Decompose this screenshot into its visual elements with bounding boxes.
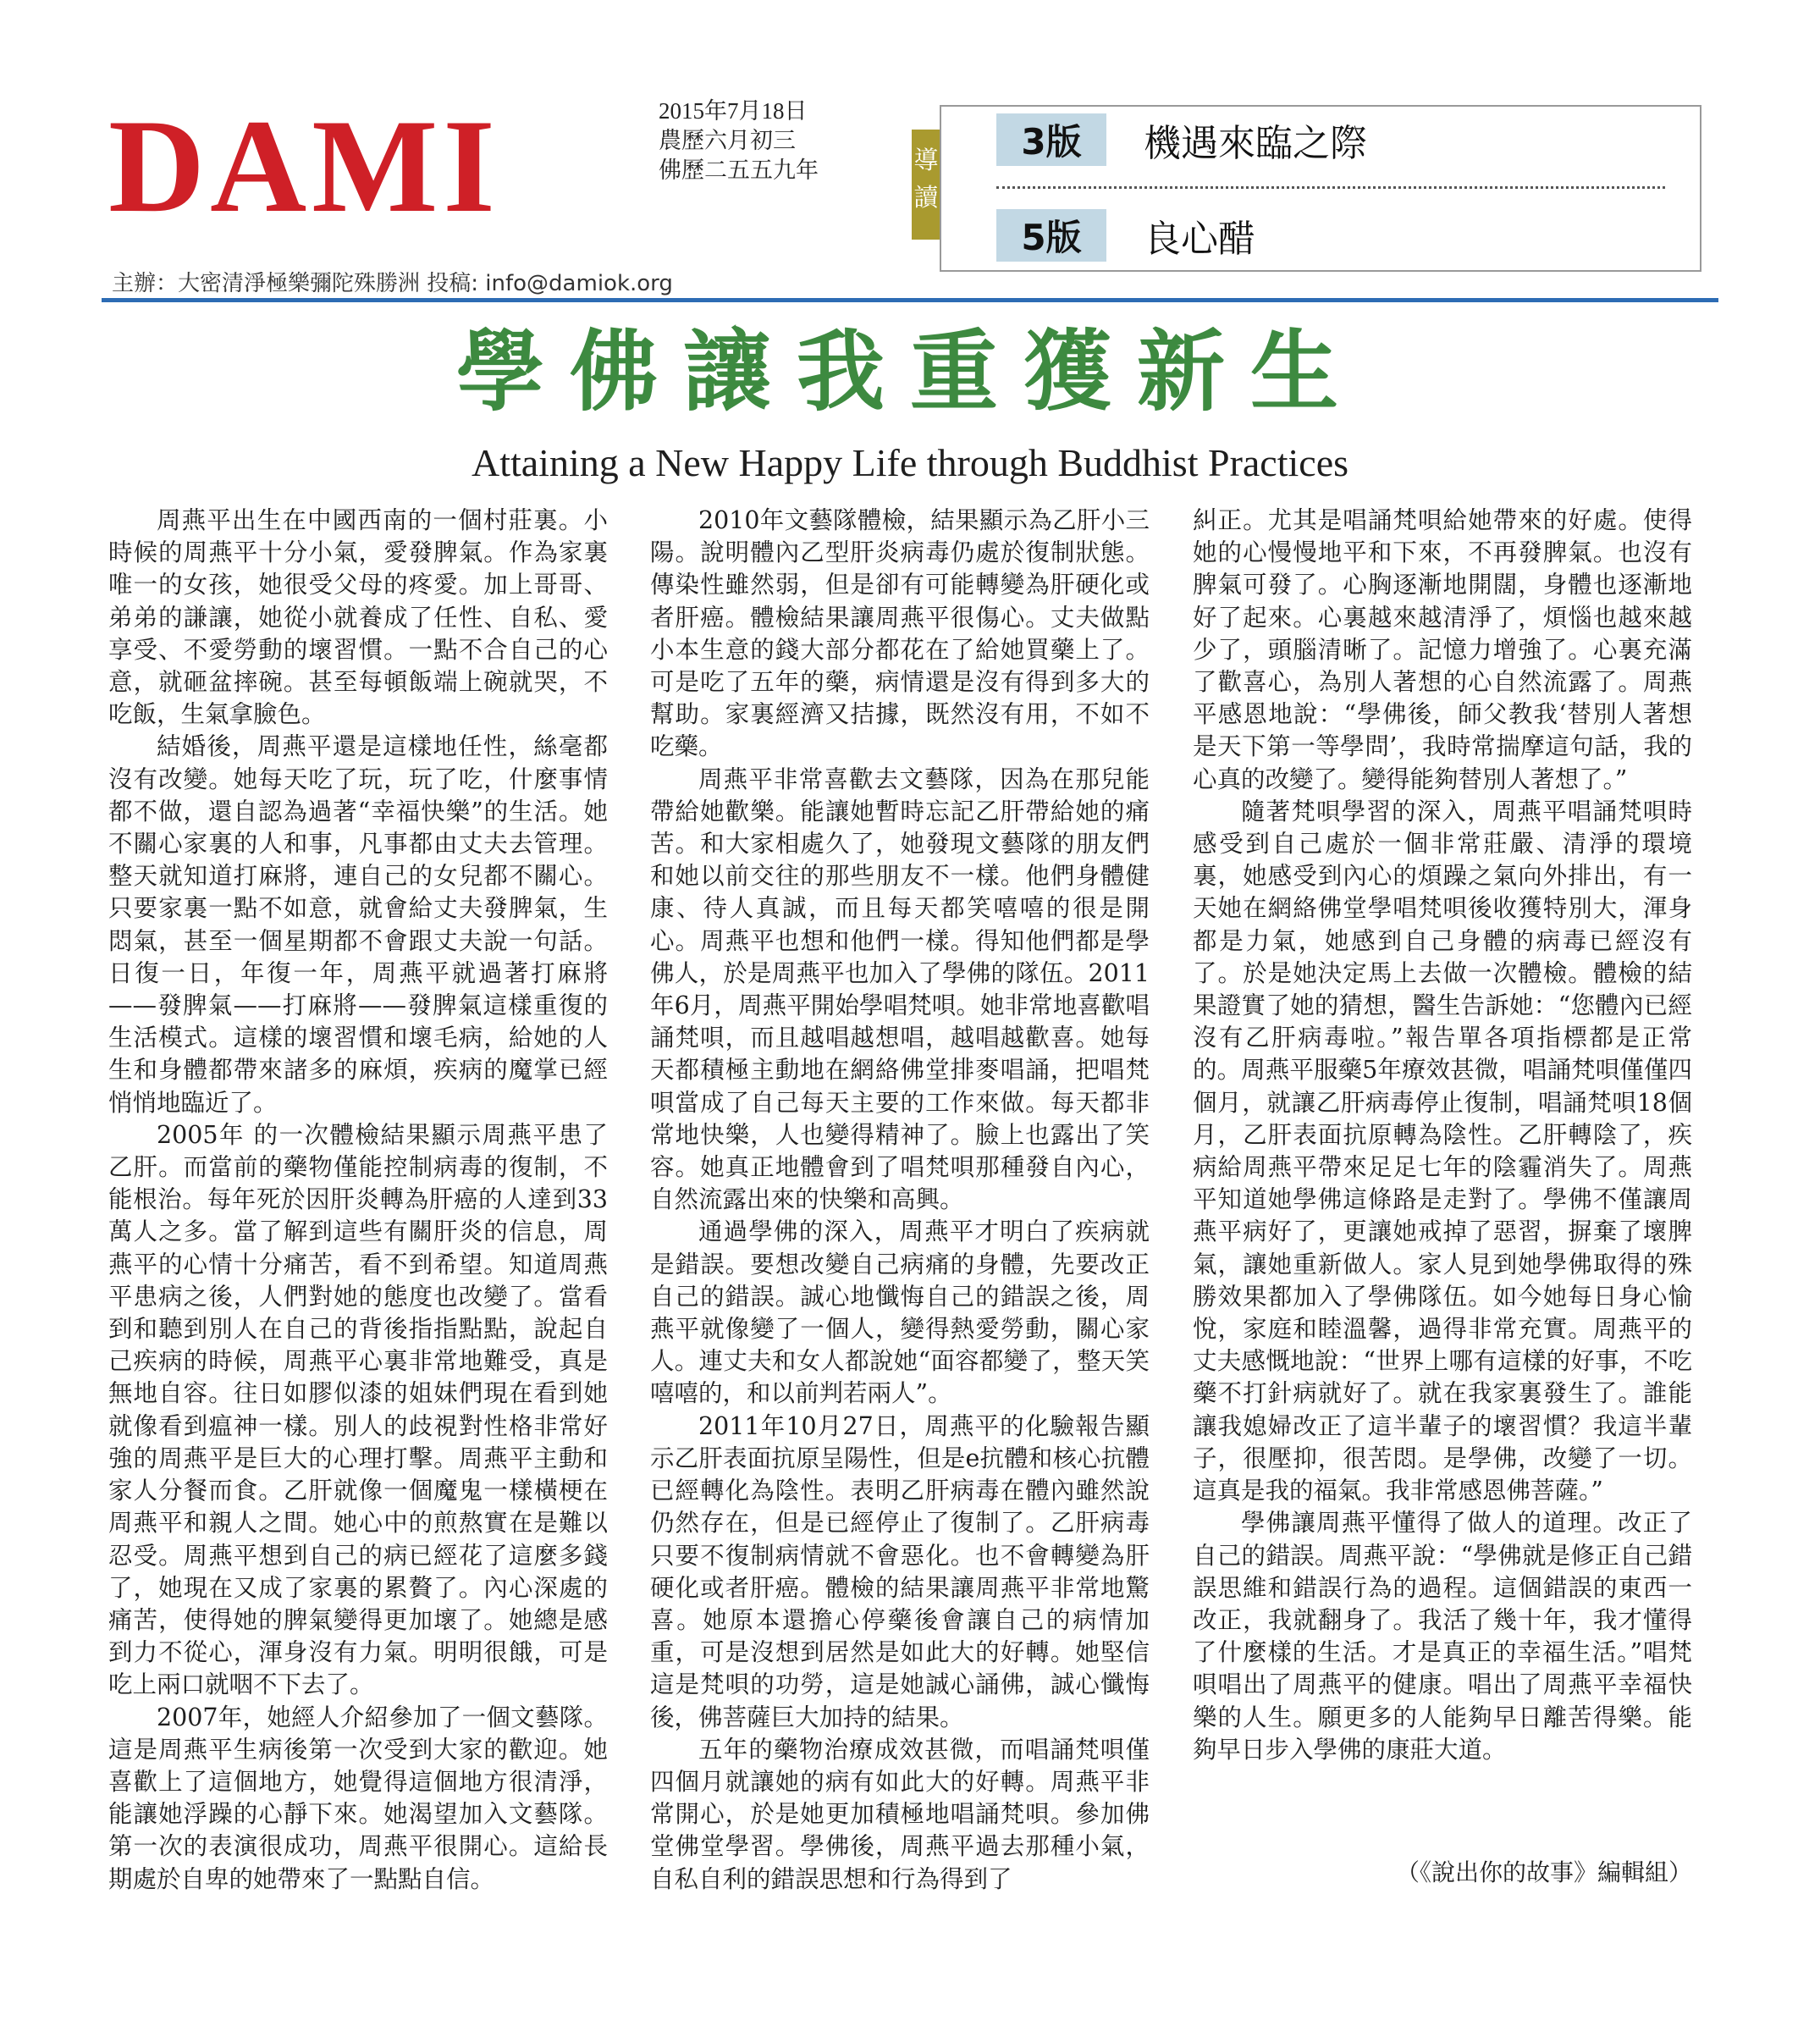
paragraph: 隨著梵唄學習的深入，周燕平唱誦梵唄時感受到自己處於一個非常莊嚴、清淨的環境裏，她感受到內心的煩躁之氣向外排出，有一天她在網絡佛堂學唱梵唄後收獲特別大，渾身都是力氣，她感到自己身體的病毒已經沒有了。於是她決定馬上去做一次體檢。體檢的結果證實了她的猜想，醫生告訴她：“您體內已經沒有乙肝病毒啦。”報告單各項指標都是正常的。周燕平服藥5年療效甚微，唱誦梵唄僅僅四個月，就讓乙肝病毒停止復制，唱誦梵唄18個月，乙肝表面抗原轉為陰性。乙肝轉陰了，疾病給周燕平帶來足足七年的陰霾消失了。周燕平知道她學佛這條路是走對了。學佛不僅讓周燕平病好了，更讓她戒掉了惡習，摒棄了壞脾氣，讓她重新做人。家人見到她學佛取得的殊勝效果都加入了學佛隊伍。如今她每日身心愉悅，家庭和睦溫馨，過得非常充實。周燕平的丈夫感慨地說：“世界上哪有這樣的好事，不吃藥不打針病就好了。就在我家裏發生了。誰能讓我媳婦改正了這半輩子的壞習慣？我這半輩子，很壓抑，很苦悶。是學佛，改變了一切。這真是我的福氣。我非常感恩佛菩薩。” (1193, 797, 1692, 1505)
paragraph: 周燕平出生在中國西南的一個村莊裏。小時候的周燕平十分小氣，愛發脾氣。作為家裏唯一的女孩，她很受父母的疼愛。加上哥哥、弟弟的謙讓，她從小就養成了任性、自私、愛享受、不愛勞動的壞習慣。一點不合自己的心意，就砸盆摔碗。甚至每頓飯端上碗就哭，不吃飯，生氣拿臉色。 (108, 506, 608, 729)
date-lunar: 農歷六月初三 (659, 128, 796, 153)
article-title: 學佛讓我重獲新生 (455, 320, 1364, 423)
paragraph: 五年的藥物治療成效甚微，而唱誦梵唄僅四個月就讓她的病有如此大的好轉。周燕平非常開心，於是她更加積極地唱誦梵唄。參加佛堂佛堂學習。學佛後，周燕平過去那種小氣，自私自利的錯誤思想和行為得到了 (650, 1735, 1150, 1893)
article-subtitle: Attaining a New Happy Life through Buddhist Practices (471, 441, 1349, 484)
guide-label: 導讀 (912, 130, 940, 240)
paragraph: 通過學佛的深入，周燕平才明白了疾病就是錯誤。要想改變自己病痛的身體，先要改正自己的錯誤。誠心地懺悔自己的錯誤之後，周燕平就像變了一個人，變得熱愛勞動，關心家人。連丈夫和女人都說她“面容都變了，整天笑嘻嘻的，和以前判若兩人”。 (650, 1218, 1150, 1408)
guide-divider (996, 186, 1665, 189)
paragraph: 2007年，她經人介紹參加了一個文藝隊。這是周燕平生病後第一次受到大家的歡迎。她喜歡上了這個地方，她覺得這個地方很清淨，能讓她浮躁的心靜下來。她渴望加入文藝隊。第一次的表演很成功，周燕平很開心。這給長期處於自卑的她帶來了一點點自信。 (108, 1703, 608, 1893)
header-rule (102, 298, 1718, 302)
date-gregorian: 2015年7月18日 (659, 98, 808, 124)
paragraph: 學佛讓周燕平懂得了做人的道理。改正了自己的錯誤。周燕平說：“學佛就是修正自己錯誤思維和錯誤行為的過程。這個錯誤的東西一改正，我就翻身了。我活了幾十年，我才懂得了什麼樣的生活。才是真正的幸福生活。”唱梵唄唱出了周燕平的健康。唱出了周燕平幸福快樂的人生。願更多的人能夠早日離苦得樂。能夠早日步入學佛的康莊大道。 (1193, 1509, 1692, 1764)
guide-item[interactable] (996, 113, 1367, 166)
guide-title: 機遇來臨之際 (1144, 122, 1367, 165)
paragraph: 結婚後，周燕平還是這樣地任性，絲毫都沒有改變。她每天吃了玩，玩了吃，什麼事情都不做，還自認為過著“幸福快樂”的生活。她不關心家裏的人和事，凡事都由丈夫去管理。整天就知道打麻將，連自己的女兒都不關心。只要家裏一點不如意，就會給丈夫發脾氣，生悶氣，甚至一個星期都不會跟丈夫說一句話。日復一日，年復一年，周燕平就過著打麻將——發脾氣——打麻將——發脾氣這樣重復的生活模式。這樣的壞習慣和壞毛病，給她的人生和身體都帶來諸多的麻煩，疾病的魔掌已經悄悄地臨近了。 (108, 732, 608, 1117)
guide-box (940, 105, 1701, 272)
guide-title: 良心醋 (1144, 218, 1255, 261)
date-buddhist: 佛歷二五五九年 (659, 157, 819, 183)
paragraph: 2010年文藝隊體檢，結果顯示為乙肝小三陽。說明體內乙型肝炎病毒仍處於復制狀態。傳染性雖然弱，但是卻有可能轉變為肝硬化或者肝癌。體檢結果讓周燕平很傷心。丈夫做點小本生意的錢大部分都花在了給她買藥上了。可是吃了五年的藥，病情還是沒有得到多大的幫助。家裏經濟又拮據，既然沒有用，不如不吃藥。 (650, 506, 1150, 761)
paragraph: 2005年 的一次體檢結果顯示周燕平患了乙肝。而當前的藥物僅能控制病毒的復制，不能根治。每年死於因肝炎轉為肝癌的人達到33萬人之多。當了解到這些有關肝炎的信息，周燕平的心情十分痛苦，看不到希望。知道周燕平患病之後，人們對她的態度也改變了。當看到和聽到別人在自己的背後指指點點，說起自己疾病的時候，周燕平心裏非常地難受，真是無地自容。往日如膠似漆的姐妹們現在看到她就像看到瘟神一樣。別人的歧視對性格非常好強的周燕平是巨大的心理打擊。周燕平主動和家人分餐而食。乙肝就像一個魔鬼一樣橫梗在周燕平和親人之間。她心中的煎熬實在是難以忍受。周燕平想到自己的病已經花了這麼多錢了，她現在又成了家裏的累贅了。內心深處的痛苦，使得她的脾氣變得更加壞了。她總是感到力不從心，渾身沒有力氣。明明很餓，可是吃上兩口就咽不下去了。 (108, 1120, 608, 1699)
dami-logo: DAMI (108, 92, 500, 240)
sponsor-line: 主辦：大密清淨極樂彌陀殊勝洲 投稿: info@damiok.org (112, 271, 673, 296)
issue-dates (659, 97, 819, 185)
paragraph: 2011年10月27日，周燕平的化驗報告顯示乙肝表面抗原呈陽性，但是e抗體和核心抗體已經轉化為陰性。表明乙肝病毒在體內雖然說仍然存在，但是已經停止了復制了。乙肝病毒只要不復制病情就不會惡化。也不會轉變為肝硬化或者肝癌。體檢的結果讓周燕平非常地驚喜。她原本還擔心停藥後會讓自己的病情加重，可是沒想到居然是如此大的好轉。她堅信這是梵唄的功勞，這是她誠心誦佛，誠心懺悔後，佛菩薩巨大加持的結果。 (650, 1411, 1150, 1731)
article-column-3 (1193, 505, 1692, 1893)
article-credit: （《說出你的故事》編輯組） (1395, 1858, 1692, 1886)
guide-item[interactable] (996, 209, 1255, 262)
paragraph-continued: 糾正。尤其是唱誦梵唄給她帶來的好處。使得她的心慢慢地平和下來，不再發脾氣。也沒有脾氣可發了。心胸逐漸地開闊，身體也逐漸地好了起來。心裏越來越清淨了，煩惱也越來越少了，頭腦清晰了。記憶力增強了。心裏充滿了歡喜心，為別人著想的心自然流露了。周燕平感恩地說：“學佛後，師父教我‘替別人著想是天下第一等學問’，我時常揣摩這句話，我的心真的改變了。變得能夠替別人著想了。” (1193, 506, 1692, 793)
article-column-1 (108, 505, 608, 1893)
guide-edition: 5版 (996, 209, 1106, 262)
paragraph: 周燕平非常喜歡去文藝隊，因為在那兒能帶給她歡樂。能讓她暫時忘記乙肝帶給她的痛苦。和大家相處久了，她發現文藝隊的朋友們和她以前交往的那些朋友不一樣。他們身體健康、待人真誠，而且每天都笑嘻嘻的很是開心。周燕平也想和他們一樣。得知他們都是學佛人，於是周燕平也加入了學佛的隊伍。2011年6月，周燕平開始學唱梵唄。她非常地喜歡唱誦梵唄，而且越唱越想唱，越唱越歡喜。她每天都積極主動地在網絡佛堂排麥唱誦，把唱梵唄當成了自己每天主要的工作來做。每天都非常地快樂，人也變得精神了。臉上也露出了笑容。她真正地體會到了唱梵唄那種發自內心，自然流露出來的快樂和高興。 (650, 765, 1150, 1214)
guide-edition: 3版 (996, 113, 1106, 166)
article-column-2 (650, 505, 1150, 1893)
